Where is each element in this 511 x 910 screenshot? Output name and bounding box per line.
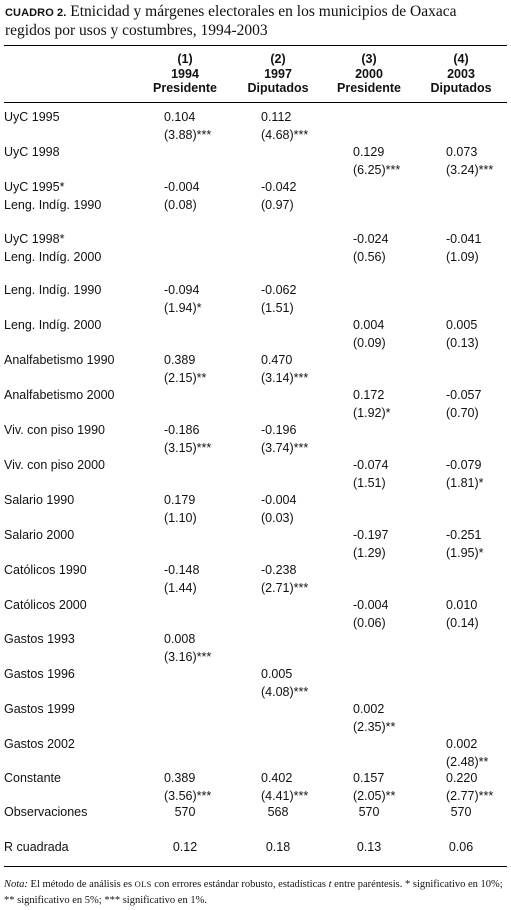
statistic-cell: (0.13) [446,336,479,350]
note-prefix: Nota: [4,879,28,890]
coefficient-cell: -0.004 [353,598,389,612]
row-label: Católicos 2000 [4,598,87,612]
top-rule [4,45,507,46]
coefficient-cell: -0.079 [446,458,482,472]
observations-value: 570 [450,805,472,819]
coefficient-cell: 0.005 [261,667,293,681]
column-header-1 [137,52,233,96]
row-label-line2: Leng. Indíg. 1990 [4,198,102,212]
caption-text: Etnicidad y márgenes electorales en los municipios de Oaxaca regidos por usos y costumbres, 1994-2003 [5,3,457,39]
coefficient-cell: 0.220 [446,771,478,785]
column-year: 1997 [264,66,292,81]
note-text: El método de análisis es [27,879,135,890]
statistic-cell: (3.24)*** [446,163,494,177]
statistic-cell: (1.81)* [446,476,484,490]
observations-label: Observaciones [4,805,88,819]
statistic-cell: (3.16)*** [164,650,212,664]
statistic-cell: (6.25)*** [353,163,401,177]
statistic-cell: (0.14) [446,616,479,630]
observations-value: 568 [267,805,289,819]
statistic-cell: (1.29) [353,546,386,560]
coefficient-cell: 0.470 [261,353,293,367]
statistic-cell: (1.95)* [446,546,484,560]
row-label: UyC 1995 [4,110,60,124]
coefficient-cell: -0.197 [353,528,389,542]
coefficient-cell: 0.402 [261,771,293,785]
coefficient-cell: -0.148 [164,563,200,577]
coefficient-cell: -0.186 [164,423,200,437]
statistic-cell: (1.44) [164,581,197,595]
coefficient-cell: 0.002 [353,702,385,716]
row-label: Gastos 1999 [4,702,75,716]
statistic-cell: (3.14)*** [261,371,309,385]
row-label: Leng. Indíg. 2000 [4,318,102,332]
statistic-cell: (3.15)*** [164,441,212,455]
column-number: (2) [270,52,286,66]
row-label-line2: Leng. Indíg. 2000 [4,250,102,264]
coefficient-cell: 0.004 [353,318,385,332]
coefficient-cell: 0.157 [353,771,385,785]
coefficient-cell: 0.129 [353,145,385,159]
statistic-cell: (1.94)* [164,301,202,315]
row-label: Gastos 1993 [4,632,75,646]
statistic-cell: (3.88)*** [164,128,212,142]
row-label: Salario 1990 [4,493,75,507]
column-header-3 [321,52,417,96]
statistic-cell: (2.71)*** [261,581,309,595]
coefficient-cell: -0.042 [261,180,297,194]
column-office: Diputados [247,81,309,95]
coefficient-cell: 0.179 [164,493,196,507]
row-label: Gastos 2002 [4,737,75,751]
note-t: t [328,879,332,890]
statistic-cell: (4.41)*** [261,789,309,803]
coefficient-cell: 0.389 [164,353,196,367]
row-label: Salario 2000 [4,528,75,542]
statistic-cell: (3.74)*** [261,441,309,455]
statistic-cell: (0.97) [261,198,294,212]
statistic-cell: (0.70) [446,406,479,420]
r-squared-label: R cuadrada [4,840,69,854]
column-year: 1994 [171,66,199,81]
statistic-cell: (4.08)*** [261,685,309,699]
statistic-cell: (2.35)** [353,720,396,734]
statistic-cell: (2.48)** [446,755,489,769]
r-squared-value: 0.18 [265,840,291,854]
statistic-cell: (1.09) [446,250,479,264]
column-office: Presidente [337,81,401,95]
coefficient-cell: -0.074 [353,458,389,472]
coefficient-cell: -0.238 [261,563,297,577]
column-year: 2000 [355,66,383,81]
row-label: UyC 1998* [4,232,65,246]
coefficient-cell: -0.024 [353,232,389,246]
note-text: con errores estándar robusto, estadísticas [151,879,329,890]
r-squared-value: 0.12 [172,840,198,854]
coefficient-cell: 0.005 [446,318,478,332]
statistic-cell: (1.92)* [353,406,391,420]
row-label: UyC 1995* [4,180,65,194]
coefficient-cell: 0.002 [446,737,478,751]
column-office: Presidente [153,81,217,95]
caption-label: CUADRO 2. [5,7,67,19]
statistic-cell: (3.56)*** [164,789,212,803]
coefficient-cell: 0.073 [446,145,478,159]
row-label: UyC 1998 [4,145,60,159]
statistic-cell: (1.10) [164,511,197,525]
statistic-cell: (1.51) [261,301,294,315]
coefficient-cell: -0.057 [446,388,482,402]
coefficient-cell: -0.004 [261,493,297,507]
coefficient-cell: -0.094 [164,283,200,297]
table-note [4,876,509,909]
statistic-cell: (4.68)*** [261,128,309,142]
r-squared-value: 0.06 [448,840,474,854]
column-header-2 [230,52,326,96]
coefficient-cell: 0.172 [353,388,385,402]
observations-value: 570 [174,805,196,819]
row-label: Constante [4,771,61,785]
bottom-rule [4,866,507,867]
note-ols: OLS [134,879,152,889]
row-label: Viv. con piso 1990 [4,423,105,437]
coefficient-cell: 0.389 [164,771,196,785]
statistic-cell: (2.77)*** [446,789,494,803]
column-office: Diputados [430,81,492,95]
statistic-cell: (0.56) [353,250,386,264]
coefficient-cell: 0.104 [164,110,196,124]
coefficient-cell: 0.112 [261,110,292,124]
coefficient-cell: -0.251 [446,528,482,542]
row-label: Analfabetismo 1990 [4,353,115,367]
coefficient-cell: 0.008 [164,632,196,646]
header-rule [4,102,507,103]
statistic-cell: (2.05)** [353,789,396,803]
statistic-cell: (1.51) [353,476,386,490]
statistic-cell: (0.09) [353,336,386,350]
row-label: Gastos 1996 [4,667,75,681]
statistic-cell: (0.03) [261,511,294,525]
observations-value: 570 [358,805,380,819]
column-number: (3) [361,52,377,66]
column-year: 2003 [447,66,475,81]
column-number: (1) [177,52,193,66]
coefficient-cell: 0.010 [446,598,478,612]
r-squared-value: 0.13 [356,840,382,854]
row-label: Católicos 1990 [4,563,87,577]
column-number: (4) [453,52,469,66]
statistic-cell: (0.06) [353,616,386,630]
note-text: entre paréntesis. * significativo en 10%; ** significativo en 5%; *** significativo en 1%. [4,879,503,906]
table-caption [5,3,505,40]
row-label: Viv. con piso 2000 [4,458,105,472]
statistic-cell: (2.15)** [164,371,207,385]
column-header-4 [413,52,509,96]
coefficient-cell: -0.041 [446,232,482,246]
statistic-cell: (0.08) [164,198,197,212]
row-label: Analfabetismo 2000 [4,388,115,402]
coefficient-cell: -0.004 [164,180,200,194]
coefficient-cell: -0.196 [261,423,297,437]
row-label: Leng. Indíg. 1990 [4,283,102,297]
coefficient-cell: -0.062 [261,283,297,297]
